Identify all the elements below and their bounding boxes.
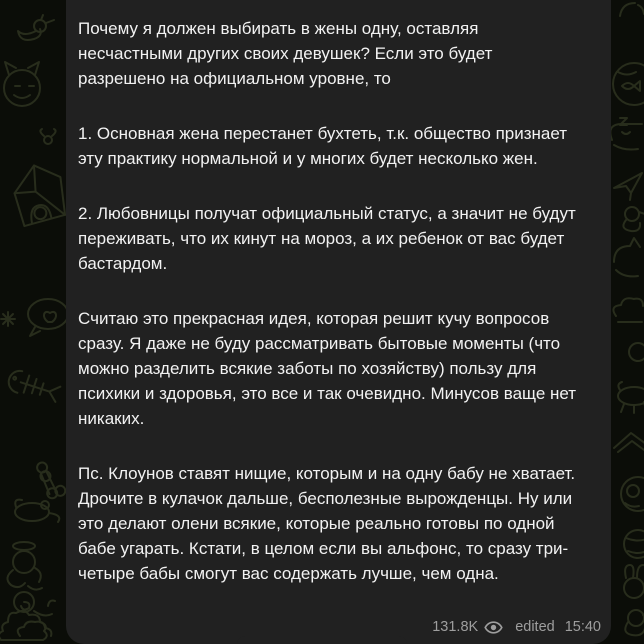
message-meta [432, 619, 601, 635]
doodle-roof-icon [614, 433, 644, 452]
doodle-duck-icon [625, 610, 644, 635]
message-line: четыре бабы смогут вас содержать лучше, чем одна. [78, 564, 499, 583]
message-line: Дрочите в кулачок дальше, бесполезные вырожденцы. Ну или [78, 489, 573, 508]
message-paragraph [78, 16, 601, 91]
doodle-bird2-icon [623, 207, 644, 231]
doodle-cat-ear-icon [620, 3, 644, 16]
message-paragraph [78, 121, 601, 171]
doodle-fly-icon [40, 129, 55, 144]
doodle-yarn-icon [624, 530, 644, 558]
doodle-mouse-icon [15, 500, 59, 522]
doodle-sparkle-icon [1, 312, 15, 326]
doodle-bird-icon [18, 15, 54, 40]
doodle-cat-face-icon [4, 62, 40, 106]
message-line: никаких. [78, 409, 145, 428]
message-bubble[interactable] [66, 0, 611, 644]
doodle-dog-curl-icon [621, 477, 644, 511]
message-line: можно разделить всякие заботы по хозяйству) пользу для [78, 359, 537, 378]
message-time: 15:40 [564, 619, 601, 635]
doodle-fishbowl-icon [613, 63, 644, 105]
message-line: это делают олени всякие, которые реально готовы по одной [78, 514, 555, 533]
doodle-paper-plane-icon [614, 173, 642, 200]
doodle-heart-balloon-icon [28, 299, 68, 336]
message-paragraph [78, 306, 601, 431]
doodle-cat2-icon [614, 238, 640, 276]
view-count: 131.8K [432, 619, 479, 635]
doodle-cloud-icon [613, 298, 643, 322]
message-paragraph [78, 201, 601, 276]
doodle-rabbit-icon [624, 565, 644, 598]
message-line: Пс. Клоунов ставят нищие, которым и на одну бабу не хватает. [78, 464, 576, 483]
doodle-circle-icon [629, 343, 644, 361]
message-line: психики и здоровья, это все и так очевидно. Минусов ваще нет [78, 384, 577, 403]
message-line: разрешено на официальном уровне, то [78, 69, 391, 88]
doodle-angel-dog-icon [7, 542, 42, 590]
edited-label: edited [515, 619, 555, 635]
next-message-bubble-peek[interactable] [237, 636, 407, 644]
message-line: бабе угарать. Кстати, в целом если вы альфонс, то сразу три- [78, 539, 569, 558]
message-paragraph [78, 461, 601, 586]
doodle-sheep-icon [0, 611, 47, 640]
message-line: 1. Основная жена перестанет бухтеть, т.к. общество признает [78, 124, 568, 143]
message-line: эту практику нормальной и у многих будет несколько жен. [78, 149, 538, 168]
message-line: Считаю это прекрасная идея, которая решит кучу вопросов [78, 309, 550, 328]
views-eye-icon [484, 621, 503, 634]
doodle-dog-run-icon [618, 382, 644, 413]
message-text [78, 16, 601, 616]
doodle-doghouse-icon [10, 161, 67, 226]
message-line: переживать, что их кинут на мороз, а их ребенок от вас будет [78, 229, 565, 248]
message-line: бастардом. [78, 254, 168, 273]
message-line: несчастными других своих девушек? Если это будет [78, 44, 493, 63]
message-line: 2. Любовницы получат официальный статус, а значит не будут [78, 204, 576, 223]
message-line: Почему я должен выбирать в жены одну, оставляя [78, 19, 479, 38]
message-line: сразу. Я даже не буду рассматривать бытовые моменты (что [78, 334, 561, 353]
doodle-sleeping-cat-icon [610, 118, 642, 150]
doodle-fishbone-icon [6, 368, 61, 405]
